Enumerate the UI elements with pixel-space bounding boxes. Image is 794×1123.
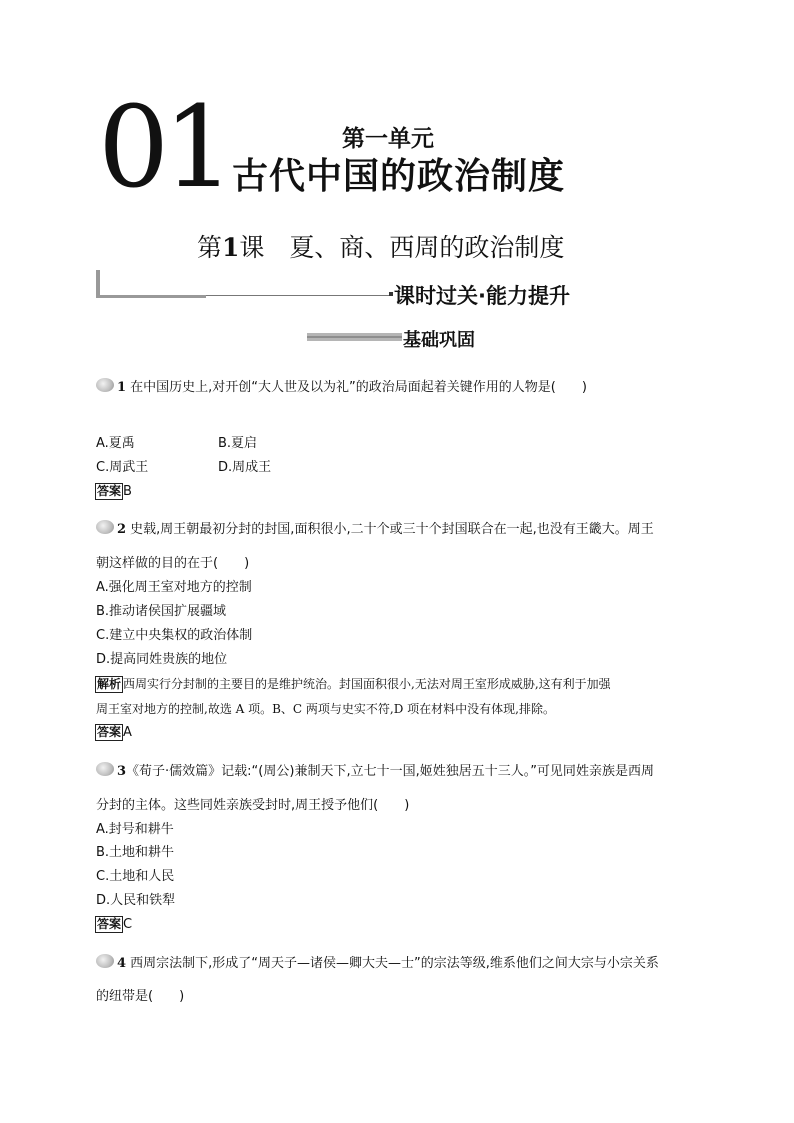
analysis-tag: 解析 <box>97 677 122 691</box>
answer-row <box>95 724 132 742</box>
answer-value: A <box>123 725 132 740</box>
question-bullet-icon <box>96 378 114 392</box>
question-2-line-1 <box>117 518 654 542</box>
lesson-rest: 课 夏、商、西周的政治制度 <box>239 233 565 262</box>
lesson-prefix: 第 <box>197 233 223 262</box>
option-b: B.推动诸侯国扩展疆域 <box>96 604 227 619</box>
analysis-line-2: 周王室对地方的控制,故选 A 项。B、C 两项与史实不符,D 项在材料中没有体现,排除。 <box>96 702 555 716</box>
section-bracket-horizontal <box>96 295 206 298</box>
question-bullet-icon <box>96 954 114 968</box>
answer-tag: 答案 <box>97 917 122 931</box>
option-b: B.土地和耕牛 <box>96 845 175 860</box>
option-d: D.人民和铁犁 <box>96 893 176 908</box>
option-c: C.周武王 <box>96 460 149 475</box>
unit-label: 第一单元 <box>342 126 434 152</box>
question-number: 4 <box>117 956 127 971</box>
option-d: D.周成王 <box>218 460 272 475</box>
basic-heading: 基础巩固 <box>403 330 475 351</box>
analysis-text: 西周实行分封制的主要目的是维护统治。封国面积很小,无法对周王室形成威胁,这有利于加强 <box>123 677 611 691</box>
option-b: B.夏启 <box>218 436 258 451</box>
question-3-line-2: 分封的主体。这些同姓亲族受封时,周王授予他们( ) <box>96 798 410 813</box>
question-text: 史载,周王朝最初分封的封国,面积很小,二十个或三十个封国联合在一起,也没有王畿大。周王 <box>126 522 654 537</box>
option-a: A.夏禹 <box>96 436 135 451</box>
question-2-line-2: 朝这样做的目的在于( ) <box>96 556 250 571</box>
answer-value: C <box>123 917 133 932</box>
question-text: 《荀子·儒效篇》记载:“(周公)兼制天下,立七十一国,姬姓独居五十三人。”可见同姓亲族是西周 <box>126 764 654 779</box>
question-4-line-1 <box>117 952 659 976</box>
question-number: 3 <box>117 764 127 779</box>
answer-value: B <box>123 484 132 499</box>
question-number: 2 <box>117 522 127 537</box>
question-1 <box>117 376 587 400</box>
section-divider-dot <box>389 292 393 296</box>
option-c: C.土地和人民 <box>96 869 175 884</box>
unit-title: 古代中国的政治制度 <box>232 156 566 197</box>
answer-tag: 答案 <box>97 725 122 739</box>
basic-heading-bar-stripe <box>307 336 402 338</box>
answer-row <box>95 916 132 934</box>
question-number: 1 <box>117 380 127 395</box>
section-divider-line <box>206 295 390 296</box>
analysis-line-1 <box>95 672 705 696</box>
question-text: 在中国历史上,对开创“大人世及以为礼”的政治局面起着关键作用的人物是( ) <box>126 380 587 395</box>
lesson-number: 1 <box>222 233 240 262</box>
option-a: A.强化周王室对地方的控制 <box>96 580 252 595</box>
question-3-line-1 <box>117 760 654 784</box>
section-subtitle: 课时过关·能力提升 <box>394 284 570 308</box>
option-a: A.封号和耕牛 <box>96 822 174 837</box>
question-4-line-2: 的纽带是( ) <box>96 989 185 1004</box>
answer-row <box>95 483 132 501</box>
unit-number: 01 <box>98 83 229 213</box>
option-c: C.建立中央集权的政治体制 <box>96 628 253 643</box>
answer-tag: 答案 <box>97 484 122 498</box>
option-d: D.提高同姓贵族的地位 <box>96 652 228 667</box>
lesson-title <box>197 228 564 264</box>
section-bracket-vertical <box>96 270 100 298</box>
question-bullet-icon <box>96 520 114 534</box>
question-bullet-icon <box>96 762 114 776</box>
question-text: 西周宗法制下,形成了“周天子—诸侯—卿大夫—士”的宗法等级,维系他们之间大宗与小宗关系 <box>126 956 659 971</box>
